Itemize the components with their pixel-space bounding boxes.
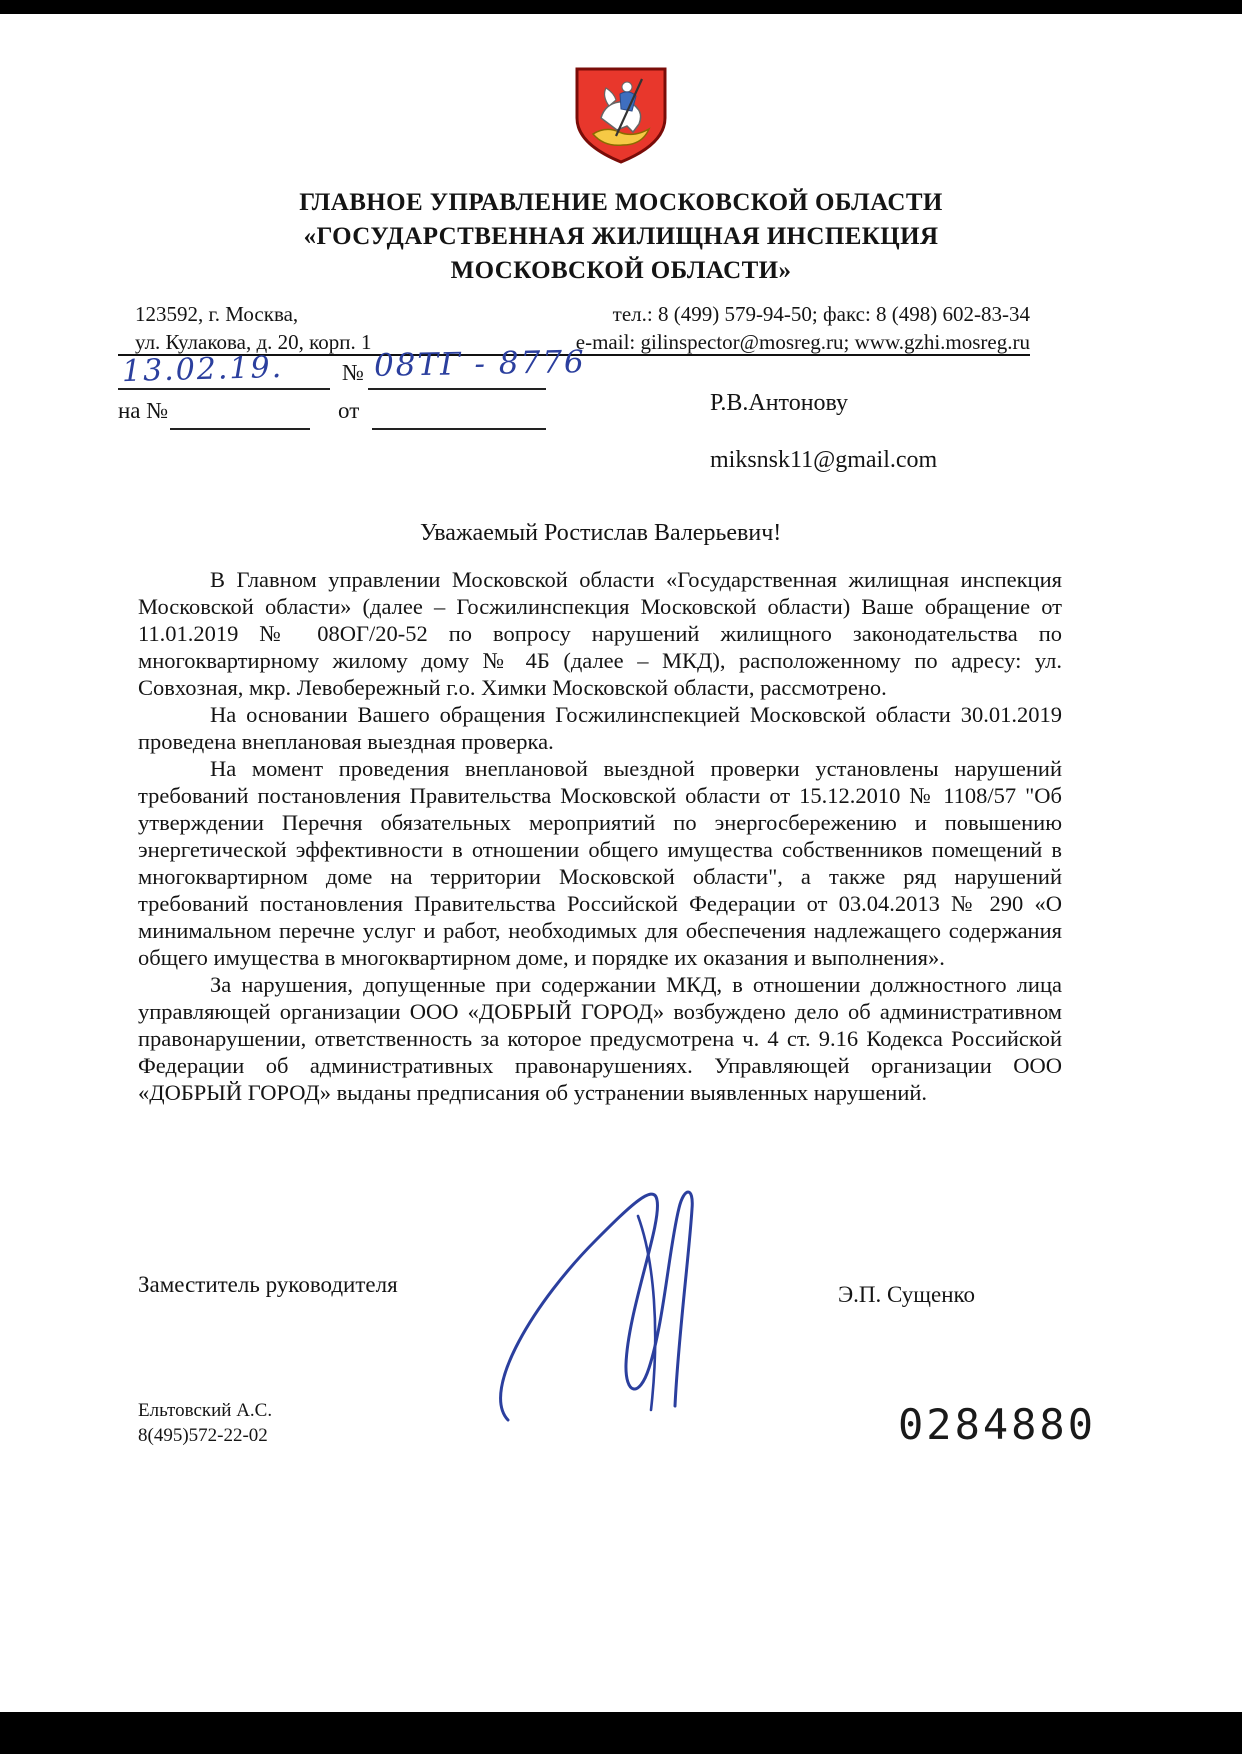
salutation: Уважаемый Ростислав Валерьевич! [420,520,782,546]
number-blank-line [368,388,546,390]
organization-title [0,186,1242,288]
address-line1: 123592, г. Москва, [135,302,299,326]
address-line2: ул. Кулакова, д. 20, корп. 1 [135,330,372,354]
org-title-line1: ГЛАВНОЕ УПРАВЛЕНИЕ МОСКОВСКОЙ ОБЛАСТИ [299,189,943,216]
body-paragraph-1: В Главном управлении Московской области «Государственная жилищная инспекция Московской области» (далее – Госжилинспекция Московской области) Ваше обращение от 11.01.2019 № 08ОГ/20-52 по вопросу нарушений жилищного законодательства по многоквартирному жилому дому № 4Б (далее – МКД), расположенному по адресу: ул. Совхозная, мкр. Левобережный г.о. Химки Московской области, рассмотрено. [138,567,1062,700]
body-paragraph-2: На основании Вашего обращения Госжилинспекцией Московской области 30.01.2019 проведена внеплановая выездная проверка. [138,702,1062,754]
incoming-number-blank-line [170,428,310,430]
incoming-date-label: от [338,398,360,423]
handwritten-outgoing-number: 08ТГ - 8776 [373,344,587,384]
org-postal-address [135,300,372,356]
executor-info [138,1398,272,1448]
incoming-date-blank-line [372,428,546,430]
body-paragraph-4: За нарушения, допущенные при содержании МКД, в отношении должностного лица управляющей организации ООО «ДОБРЫЙ ГОРОД» возбуждено дело об административном правонарушении, ответственность за которое предусмотрена ч. 4 ст. 9.16 Кодекса Российской Федерации об административных правонарушениях. Управляющей организации ООО «ДОБРЫЙ ГОРОД» выданы предписания об устранении выявленных нарушений. [138,972,1062,1105]
date-blank-line [118,388,330,390]
incoming-number-label: на № [118,398,169,423]
body-paragraph-3: На момент проведения внеплановой выездной проверки установлены нарушений требований постановления Правительства Московской области от 15.12.2010 № 1108/57 "Об утверждении Перечня обязательных мероприятий по энергосбережению и повышению энергетической эффективности в отношении общего имущества собственников помещений в многоквартирном доме на территории Московской области", а также ряд нарушений требований постановления Правительства Российской Федерации от 03.04.2013 № 290 «О минимальном перечне услуг и работ, необходимых для обеспечения надлежащего содержания общего имущества в многоквартирном доме, и порядке их оказания и выполнения». [138,756,1062,970]
signer-name: Э.П. Сущенко [838,1282,976,1307]
handwritten-date: 13.02.19. [121,349,284,390]
org-title-line3: МОСКОВСКОЙ ОБЛАСТИ» [450,257,792,284]
number-sign-label: № [342,360,364,385]
recipient-name: Р.В.Антонову [710,390,849,416]
contact-email-web: e-mail: gilinspector@mosreg.ru; www.gzhi.mosreg.ru [575,330,1030,354]
executor-name: Ельтовский А.С. [138,1400,273,1421]
scan-edge-top [0,0,1242,14]
scan-edge-bottom [0,1712,1242,1754]
org-contact-info [560,300,1030,356]
contact-phone-fax: тел.: 8 (499) 579-94-50; факс: 8 (498) 602-83-34 [612,302,1030,326]
document-registration-stamp: 0284880 [898,1400,1097,1449]
executor-phone: 8(495)572-22-02 [138,1425,268,1446]
letter-body [138,566,1062,1106]
handwritten-signature [478,1178,778,1428]
signer-position: Заместитель руководителя [138,1272,398,1297]
org-title-line2: «ГОСУДАРСТВЕННАЯ ЖИЛИЩНАЯ ИНСПЕКЦИЯ [303,223,939,250]
coat-of-arms-icon [571,66,671,166]
coat-of-arms-svg [571,66,671,166]
recipient-email: miksnsk11@gmail.com [710,447,938,473]
